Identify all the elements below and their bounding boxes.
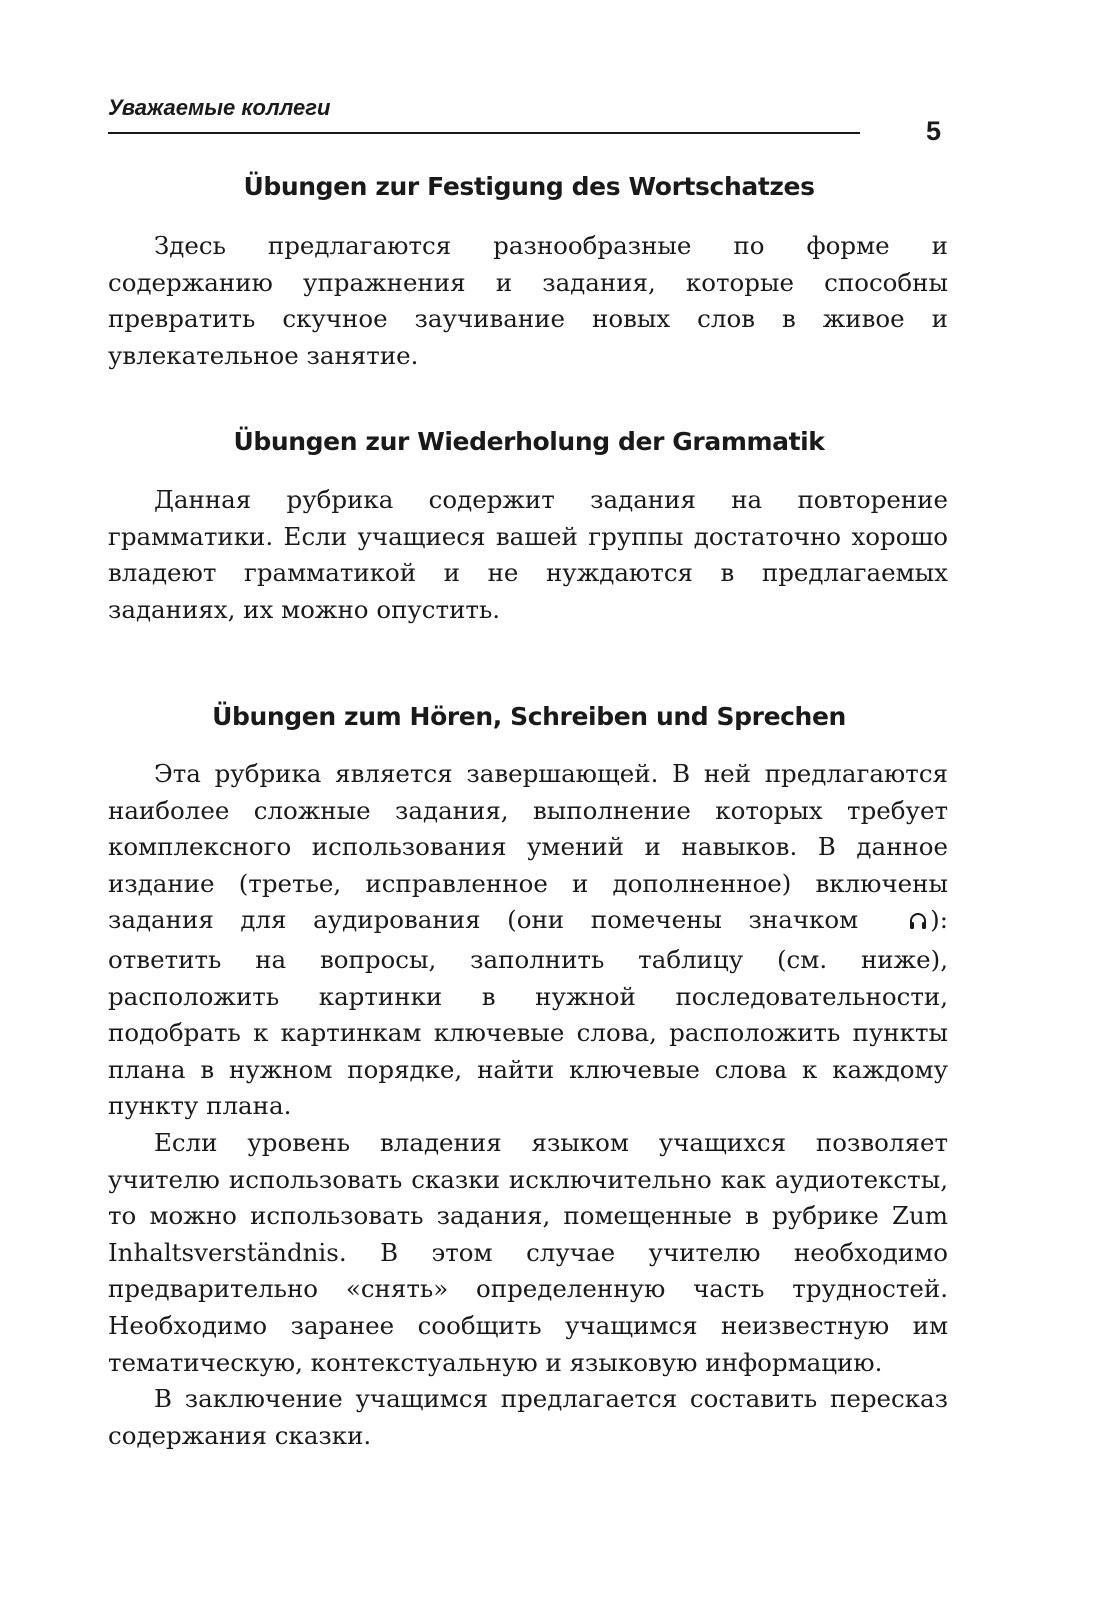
paragraph-text: Эта рубрика является завершающей. В ней предлагаются наиболее сложные задания, выполнение которых требует комплексного использования умений и навыков. В данное издание (третье, исправленное и дополненное) включены задания для аудирования (они помечены значком [108,759,948,935]
section-heading-grammar: Übungen zur Wiederholung der Grammatik [233,427,825,456]
paragraph: Здесь предлагаются разнообразные по форме и содержанию упражнения и задания, которые способны превратить скучное заучивание новых слов в живое и увлекательное занятие. [108,231,948,370]
page-number: 5 [926,116,942,146]
running-head-title: Уважаемые коллеги [108,95,331,120]
paragraph: В заключение учащимся предлагается составить пересказ содержания сказки. [108,1384,948,1450]
paragraph: Данная рубрика содержит задания на повторение грамматики. Если учащиеся вашей группы достаточно хорошо владеют грамматикой и не нуждаются в предлагаемых заданиях, их можно опустить. [108,485,948,624]
paragraph-text: ): ответить на вопросы, заполнить таблицу (см. ниже), расположить картинки в нужной последовательности, подобрать к картинкам ключевые слова, расположить пункты плана в нужном порядке, найти ключевые слова к каждому пункту плана. [108,905,948,1121]
paragraph: Если уровень владения языком учащихся позволяет учителю использовать сказки исключительно как аудиотексты, то можно использовать задания, помещенные в рубрике Zum Inhaltsverständnis. В этом случае учителю необходимо предварительно «снять» определенную часть трудностей. Необходимо заранее сообщить учащимся неизвестную им тематическую, контекстуальную и языковую информацию. [108,1127,948,1377]
section-heading-vocabulary: Übungen zur Festigung des Wortschatzes [243,172,815,201]
paragraph [108,756,948,1125]
section-heading-listening: Übungen zum Hören, Schreiben und Sprechen [212,702,846,731]
headphones-icon [862,905,928,942]
header-rule [108,132,860,134]
section-body-listening [108,756,948,1454]
section-body-grammar [108,482,948,628]
section-body-vocabulary [108,228,948,374]
